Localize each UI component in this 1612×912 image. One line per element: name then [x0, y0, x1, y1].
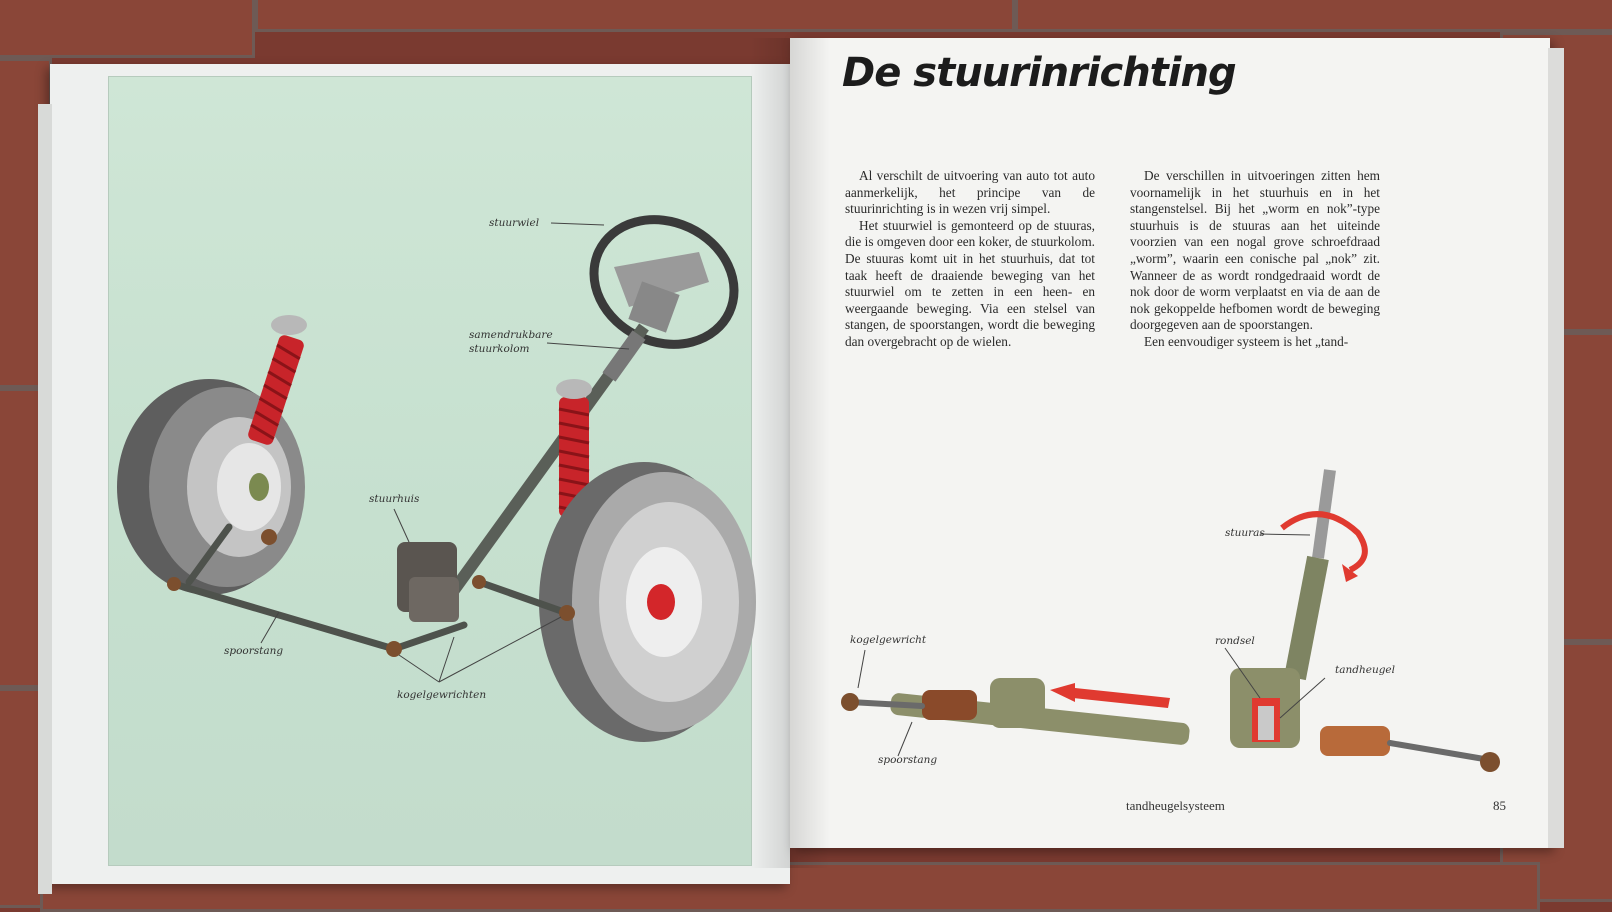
steering-system-illustration — [109, 77, 751, 865]
label-spoorstang: spoorstang — [224, 645, 284, 657]
left-suspension-spring — [247, 315, 307, 446]
paragraph: De verschillen in uitvoeringen zitten hem voornamelijk in het stuurhuis en in het stangenstelsel. Bij het „worm en nok”-type stuurhuis is de stuuras aan het uiteinde voorzien van een nogal grove schroefdraad „worm”, waarin een conische pal „nok” zit. Wanneer de as wordt rondgedraaid wordt de nok door de worm verplaatst en via de aan de nok gekoppelde hefbomen wordt de beweging doorgegeven aan de spoorstangen. — [1130, 168, 1380, 333]
label-stuurwiel: stuurwiel — [489, 217, 540, 229]
rack-and-pinion-illustration — [790, 38, 1550, 848]
open-book — [50, 38, 1560, 880]
right-page-edge — [1548, 48, 1564, 848]
label-tandheugel: tandheugel — [1335, 664, 1395, 676]
paragraph: Al verschilt de uitvoering van auto tot auto aanmerkelijk, het principe van de stuurinrichting is in wezen vrij simpel. — [845, 168, 1095, 217]
movement-arrow — [1050, 683, 1170, 708]
paragraph: Het stuurwiel is gemonteerd op de stuuras, die is omgeven door een koker, de stuurkolom. De stuuras komt uit in het stuurhuis, dat tot taak heeft de draaiende beweging van het stuurwiel om te zetten in een heen- en weergaande beweging. Via een stelsel van stangen, de spoorstangen, wordt die beweging dan overgebracht op de wielen. — [845, 217, 1095, 349]
left-page — [50, 64, 790, 884]
label-stuurhuis: stuurhuis — [369, 493, 420, 505]
label-spoorstang-right: spoorstang — [878, 754, 938, 766]
brick-top-mid — [255, 0, 1015, 32]
paragraph: Een eenvoudiger systeem is het „tand- — [1144, 333, 1349, 349]
label-stuuras: stuuras — [1225, 527, 1265, 539]
right-page — [790, 38, 1550, 848]
page-number: 85 — [1493, 798, 1506, 813]
brick-top-right — [1015, 0, 1612, 32]
figure-caption: tandheugelsysteem — [1126, 798, 1225, 813]
steering-illustration-panel — [108, 76, 752, 866]
label-kogelgewrichten: kogelgewrichten — [397, 689, 487, 701]
steering-box — [397, 542, 459, 622]
label-kogelgewricht: kogelgewricht — [850, 634, 927, 646]
right-wheel — [539, 462, 756, 742]
label-stuurkolom-line2: stuurkolom — [469, 343, 530, 355]
left-page-edge — [38, 104, 52, 894]
label-rondsel: rondsel — [1215, 635, 1255, 647]
steering-shaft — [1295, 470, 1330, 678]
label-stuurkolom-line1: samendrukbare — [469, 329, 553, 341]
steering-wheel — [573, 197, 754, 367]
page-title: De stuurinrichting — [842, 50, 1236, 96]
